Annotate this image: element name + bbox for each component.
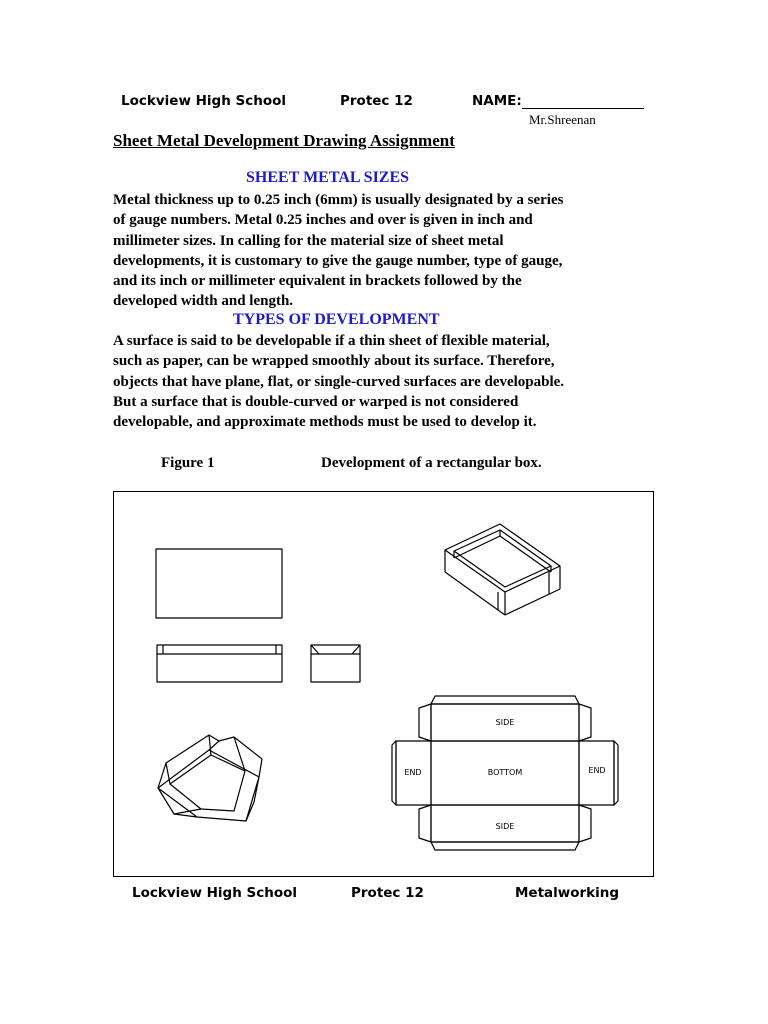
section-heading-sizes: SHEET METAL SIZES [246, 169, 410, 186]
paragraph-line: of gauge numbers. Metal 0.25 inches and over is given in inch and [113, 212, 533, 229]
paragraph-line: A surface is said to be developable if a thin sheet of flexible material, [113, 333, 550, 349]
figure-label: Figure 1 [161, 455, 215, 471]
name-label: NAME: [472, 93, 522, 109]
paragraph-line: developments, it is customary to give the gauge number, type of gauge, [113, 252, 563, 269]
paragraph-line: such as paper, can be wrapped smoothly about its surface. Therefore, [113, 353, 555, 370]
paragraph-line: Metal thickness up to 0.25 inch (6mm) is usually designated by a series [113, 192, 564, 208]
paragraph-line: developed width and length. [113, 293, 294, 310]
paragraph-line: objects that have plane, flat, or single-curved surfaces are developable. [113, 373, 565, 390]
assignment-title: Sheet Metal Development Drawing Assignment [113, 131, 455, 150]
paragraph-line: But a surface that is double-curved or warped is not considered [113, 393, 519, 410]
teacher-name: Mr.Shreenan [529, 112, 596, 127]
section-heading-development: TYPES OF DEVELOPMENT [233, 311, 440, 328]
paragraph-development [113, 331, 648, 432]
course-name: Protec 12 [340, 93, 413, 109]
pattern-label-bottom: BOTTOM [487, 768, 523, 777]
footer-subject: Metalworking [515, 885, 620, 901]
footer-school: Lockview High School [132, 885, 298, 901]
paragraph-line: millimeter sizes. In calling for the material size of sheet metal [113, 232, 504, 249]
top-view [156, 549, 282, 618]
figure-caption: Development of a rectangular box. [321, 455, 542, 471]
box-development-drawing [114, 492, 655, 878]
front-view [157, 645, 282, 682]
side-view [311, 645, 360, 682]
figure-frame [113, 491, 654, 877]
pattern-label-end-right: END [588, 766, 606, 775]
pattern-label-side-bottom: SIDE [495, 822, 515, 831]
pattern-label-side-top: SIDE [495, 718, 515, 727]
name-blank-line [522, 108, 644, 109]
paragraph-sizes [113, 190, 648, 312]
footer-course: Protec 12 [351, 885, 424, 901]
paragraph-line: and its inch or millimeter equivalent in brackets followed by the [113, 273, 522, 290]
paragraph-line: developable, and approximate methods must be used to develop it. [113, 414, 537, 431]
pattern-label-end-left: END [404, 768, 422, 777]
isometric-box [445, 524, 560, 615]
folded-tray [158, 735, 262, 821]
school-name: Lockview High School [121, 93, 287, 109]
